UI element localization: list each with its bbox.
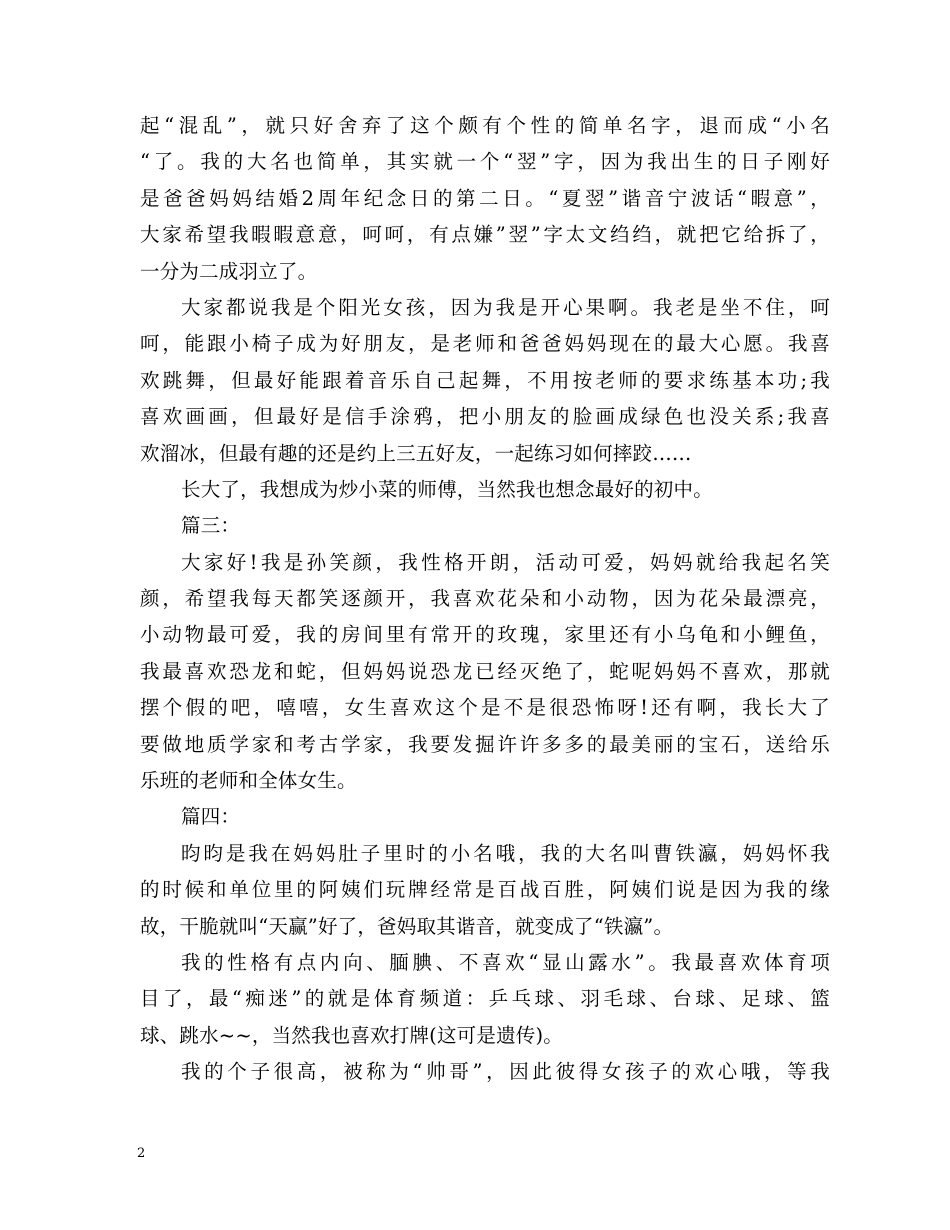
- body-text: [140, 108, 830, 1091]
- text-line: 我的性格有点内向、腼腆、不喜欢“显山露水”。我最喜欢体育项: [181, 950, 830, 974]
- section-heading: 篇四：: [181, 805, 241, 829]
- text-line: 的时候和单位里的阿姨们玩牌经常是百战百胜，阿姨们说是因为我的缘: [140, 878, 830, 902]
- text-line: 乐班的老师和全体女生。: [140, 769, 357, 793]
- text-line: 小动物最可爱，我的房间里有常开的玫瑰，家里还有小乌龟和小鲤鱼，: [140, 623, 830, 647]
- text-line: 欢跳舞，但最好能跟着音乐自己起舞，不用按老师的要求练基本功;我: [140, 368, 830, 392]
- page-number: 2: [137, 1146, 146, 1161]
- text-line: 昀昀是我在妈妈肚子里时的小名哦，我的大名叫曹铁瀛，妈妈怀我: [181, 841, 830, 865]
- text-line: “了。我的大名也简单，其实就一个“翌”字，因为我出生的日子刚好: [140, 150, 830, 174]
- text-line: 故，干脆就叫“天赢”好了，爸妈取其谐音，就变成了“铁瀛”。: [140, 914, 674, 938]
- text-line: 起“混乱”，就只好舍弃了这个颇有个性的简单名字，退而成“小名: [140, 114, 830, 137]
- text-line: 一分为二成羽立了。: [140, 259, 318, 283]
- text-line: 大家好!我是孙笑颜，我性格开朗，活动可爱，妈妈就给我起名笑: [181, 550, 830, 574]
- section-heading: 篇三：: [181, 514, 241, 538]
- text-line: 目了，最“痴迷”的就是体育频道：乒乓球、羽毛球、台球、足球、篮: [140, 987, 830, 1011]
- text-line: 要做地质学家和考古学家，我要发掘许许多多的最美丽的宝石，送给乐: [140, 732, 830, 756]
- text-line: 大家希望我暇暇意意，呵呵，有点嫌”翌”字太文绉绉，就把它给拆了，: [140, 223, 830, 247]
- text-line: 颜，希望我每天都笑逐颜开，我喜欢花朵和小动物，因为花朵最漂亮，: [140, 587, 830, 611]
- text-line: 我最喜欢恐龙和蛇，但妈妈说恐龙已经灭绝了，蛇呢妈妈不喜欢，那就: [140, 659, 830, 683]
- text-line: 摆个假的吧，嘻嘻，女生喜欢这个是不是很恐怖呀!还有啊，我长大了: [140, 696, 830, 720]
- text-line: 欢溜冰，但最有趣的还是约上三五好友，一起练习如何摔跤……: [140, 441, 692, 465]
- text-line: 我的个子很高，被称为“帅哥”，因此彼得女孩子的欢心哦，等我: [181, 1060, 830, 1084]
- text-line: 呵，能跟小椅子成为好朋友，是老师和爸爸妈妈现在的最大心愿。我喜: [140, 332, 830, 356]
- text-line: 喜欢画画，但最好是信手涂鸦，把小朋友的脸画成绿色也没关系;我喜: [140, 405, 830, 429]
- text-line: 大家都说我是个阳光女孩，因为我是开心果啊。我老是坐不住，呵: [181, 295, 830, 319]
- text-line: 是爸爸妈妈结婚2周年纪念日的第二日。“夏翌”谐音宁波话“暇意”，: [140, 186, 830, 210]
- text-line: 球、跳水~~，当然我也喜欢打牌(这可是遗传)。: [140, 1023, 563, 1047]
- text-line: 长大了，我想成为炒小菜的师傅，当然我也想念最好的初中。: [181, 477, 713, 501]
